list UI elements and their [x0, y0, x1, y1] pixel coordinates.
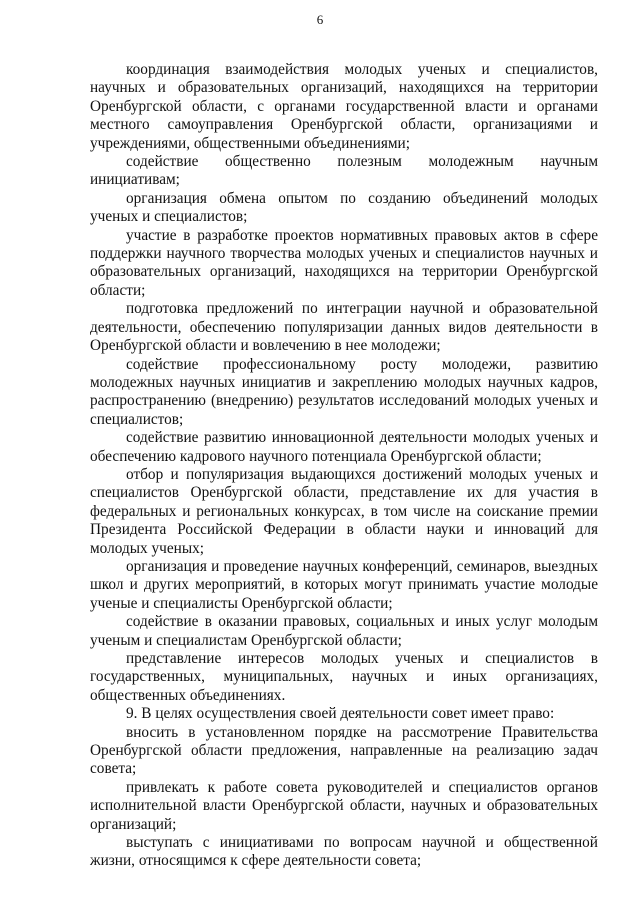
- paragraph-innovation: содействие развитию инновационной деятельности молодых ученых и обеспечению кадрового научного потенциала Оренбургской области;: [90, 429, 598, 465]
- paragraph-representation: представление интересов молодых ученых и специалистов в государственных, муниципальных, научных и иных организациях, общественных объединениях.: [90, 650, 598, 704]
- paragraph-experience-exchange: организация обмена опытом по созданию объединений молодых ученых и специалистов;: [90, 189, 598, 226]
- paragraph-selection-popularization: отбор и популяризация выдающихся достижений молодых ученых и специалистов Оренбургской области, представление их для участия в федеральных и региональных конкурсах, в том числе на соискание премии Президента Российской Федерации в области науки и инноваций для молодых ученых;: [90, 465, 598, 557]
- paragraph-youth-initiatives: содействие общественно полезным молодежным научным инициативам;: [90, 153, 598, 189]
- section-9-heading: 9. В целях осуществления своей деятельности совет имеет право:: [126, 705, 555, 723]
- paragraph-services-assistance: содействие в оказании правовых, социальных и иных услуг молодым ученым и специалистам Оренбургской области;: [90, 613, 598, 649]
- paragraph-coordination: координация взаимодействия молодых ученых и специалистов, научных и образовательных организаций, находящихся на территории Оренбургской области, с органами государственной власти и органами местного самоуправления Оренбургской области, организациями и учреждениями, общественными объединениями;: [90, 61, 598, 152]
- paragraph-legal-acts: участие в разработке проектов нормативных правовых актов в сфере поддержки научного творчества молодых ученых и специалистов научных и образовательных организаций, находящихся на территории Оренбургской области;: [90, 226, 598, 299]
- paragraph-conferences: организация и проведение научных конференций, семинаров, выездных школ и других мероприятий, в которых могут принимать участие молодые ученые и специалисты Оренбургской области;: [90, 557, 598, 612]
- page-number: 6: [316, 12, 324, 27]
- document-body: [90, 61, 598, 871]
- paragraph-submit-proposals: вносить в установленном порядке на рассмотрение Правительства Оренбургской области предложения, направленные на реализацию задач совета;: [90, 723, 598, 778]
- paragraph-professional-growth: содействие профессиональному росту молодежи, развитию молодежных научных инициатив и закреплению молодых научных кадров, распространению (внедрению) результатов исследований молодых ученых и специалистов;: [90, 355, 598, 428]
- paragraph-integration-proposals: подготовка предложений по интеграции научной и образовательной деятельности, обеспечению популяризации данных видов деятельности в Оренбургской области и вовлечению в нее молодежи;: [90, 300, 598, 355]
- paragraph-involve-specialists: привлекать к работе совета руководителей и специалистов органов исполнительной власти Оренбургской области, научных и образовательных организаций;: [90, 778, 598, 833]
- paragraph-initiatives: выступать с инициативами по вопросам научной и общественной жизни, относящимся к сфере деятельности совета;: [90, 834, 598, 870]
